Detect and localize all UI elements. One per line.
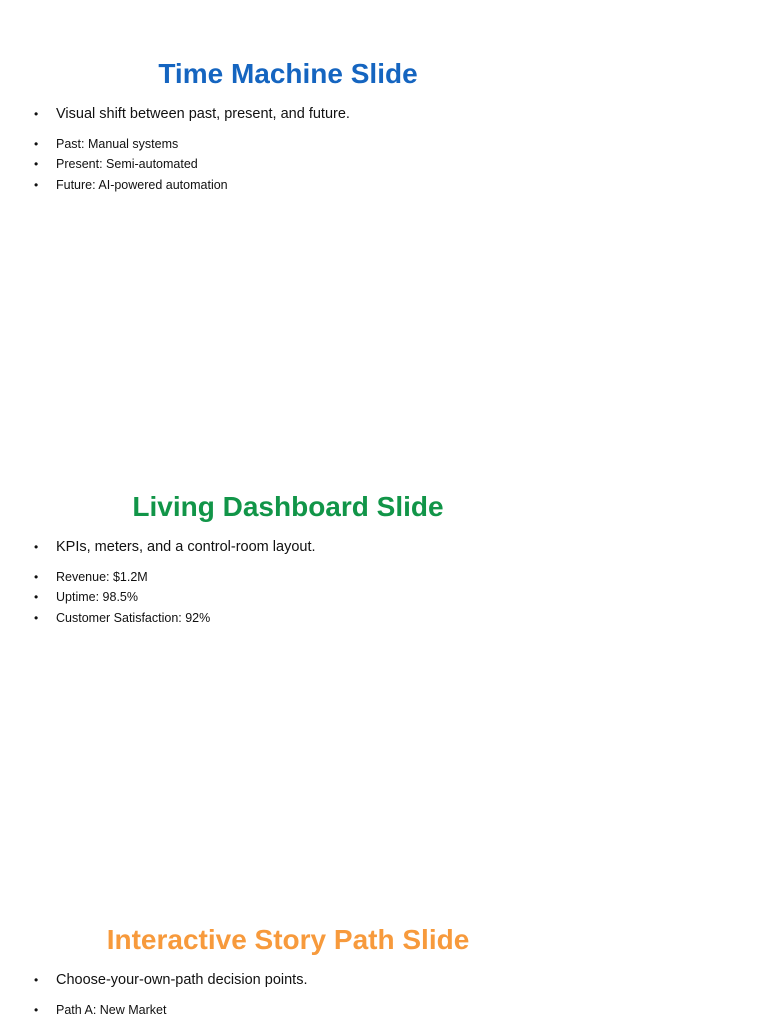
sub-bullet-list [34,1000,166,1020]
bullet-text: Future: AI-powered automation [56,177,228,192]
bullet-icon: • [34,610,39,625]
main-bullet [34,971,307,989]
bullet-icon: • [34,540,39,554]
bullet-text: Path A: New Market [56,1003,167,1017]
bullet-icon: • [34,973,39,987]
sub-bullet [34,154,228,174]
bullet-icon: • [34,137,39,151]
bullet-icon: • [34,570,39,584]
sub-bullet [34,587,210,607]
bullet-icon: • [34,1003,39,1017]
bullet-icon: • [34,157,39,172]
sub-bullet [34,567,210,587]
bullet-text: Customer Satisfaction: 92% [56,610,211,625]
bullet-text: Uptime: 98.5% [56,590,138,605]
slide-title: Time Machine Slide [158,57,418,89]
main-bullet-list [34,971,307,989]
bullet-text: KPIs, meters, and a control-room layout. [56,539,316,555]
bullet-text: Revenue: $1.2M [56,570,148,584]
sub-bullet-list [34,134,228,195]
sub-bullet [34,608,210,628]
bullet-text: Present: Semi-automated [56,157,198,172]
bullet-icon: • [34,107,39,121]
main-bullet [34,105,350,123]
sub-bullet [34,1000,166,1020]
sub-bullet [34,175,228,195]
main-bullet-list [34,538,316,556]
bullet-text: Choose-your-own-path decision points. [56,972,308,988]
slide-title: Interactive Story Path Slide [106,923,470,955]
slide-title: Living Dashboard Slide [132,490,444,522]
bullet-icon: • [34,590,39,605]
sub-bullet-list [34,567,210,628]
bullet-icon: • [34,177,39,192]
bullet-text: Visual shift between past, present, and future. [56,106,350,122]
main-bullet [34,538,316,556]
sub-bullet [34,134,228,154]
main-bullet-list [34,105,350,123]
bullet-text: Past: Manual systems [56,137,179,151]
